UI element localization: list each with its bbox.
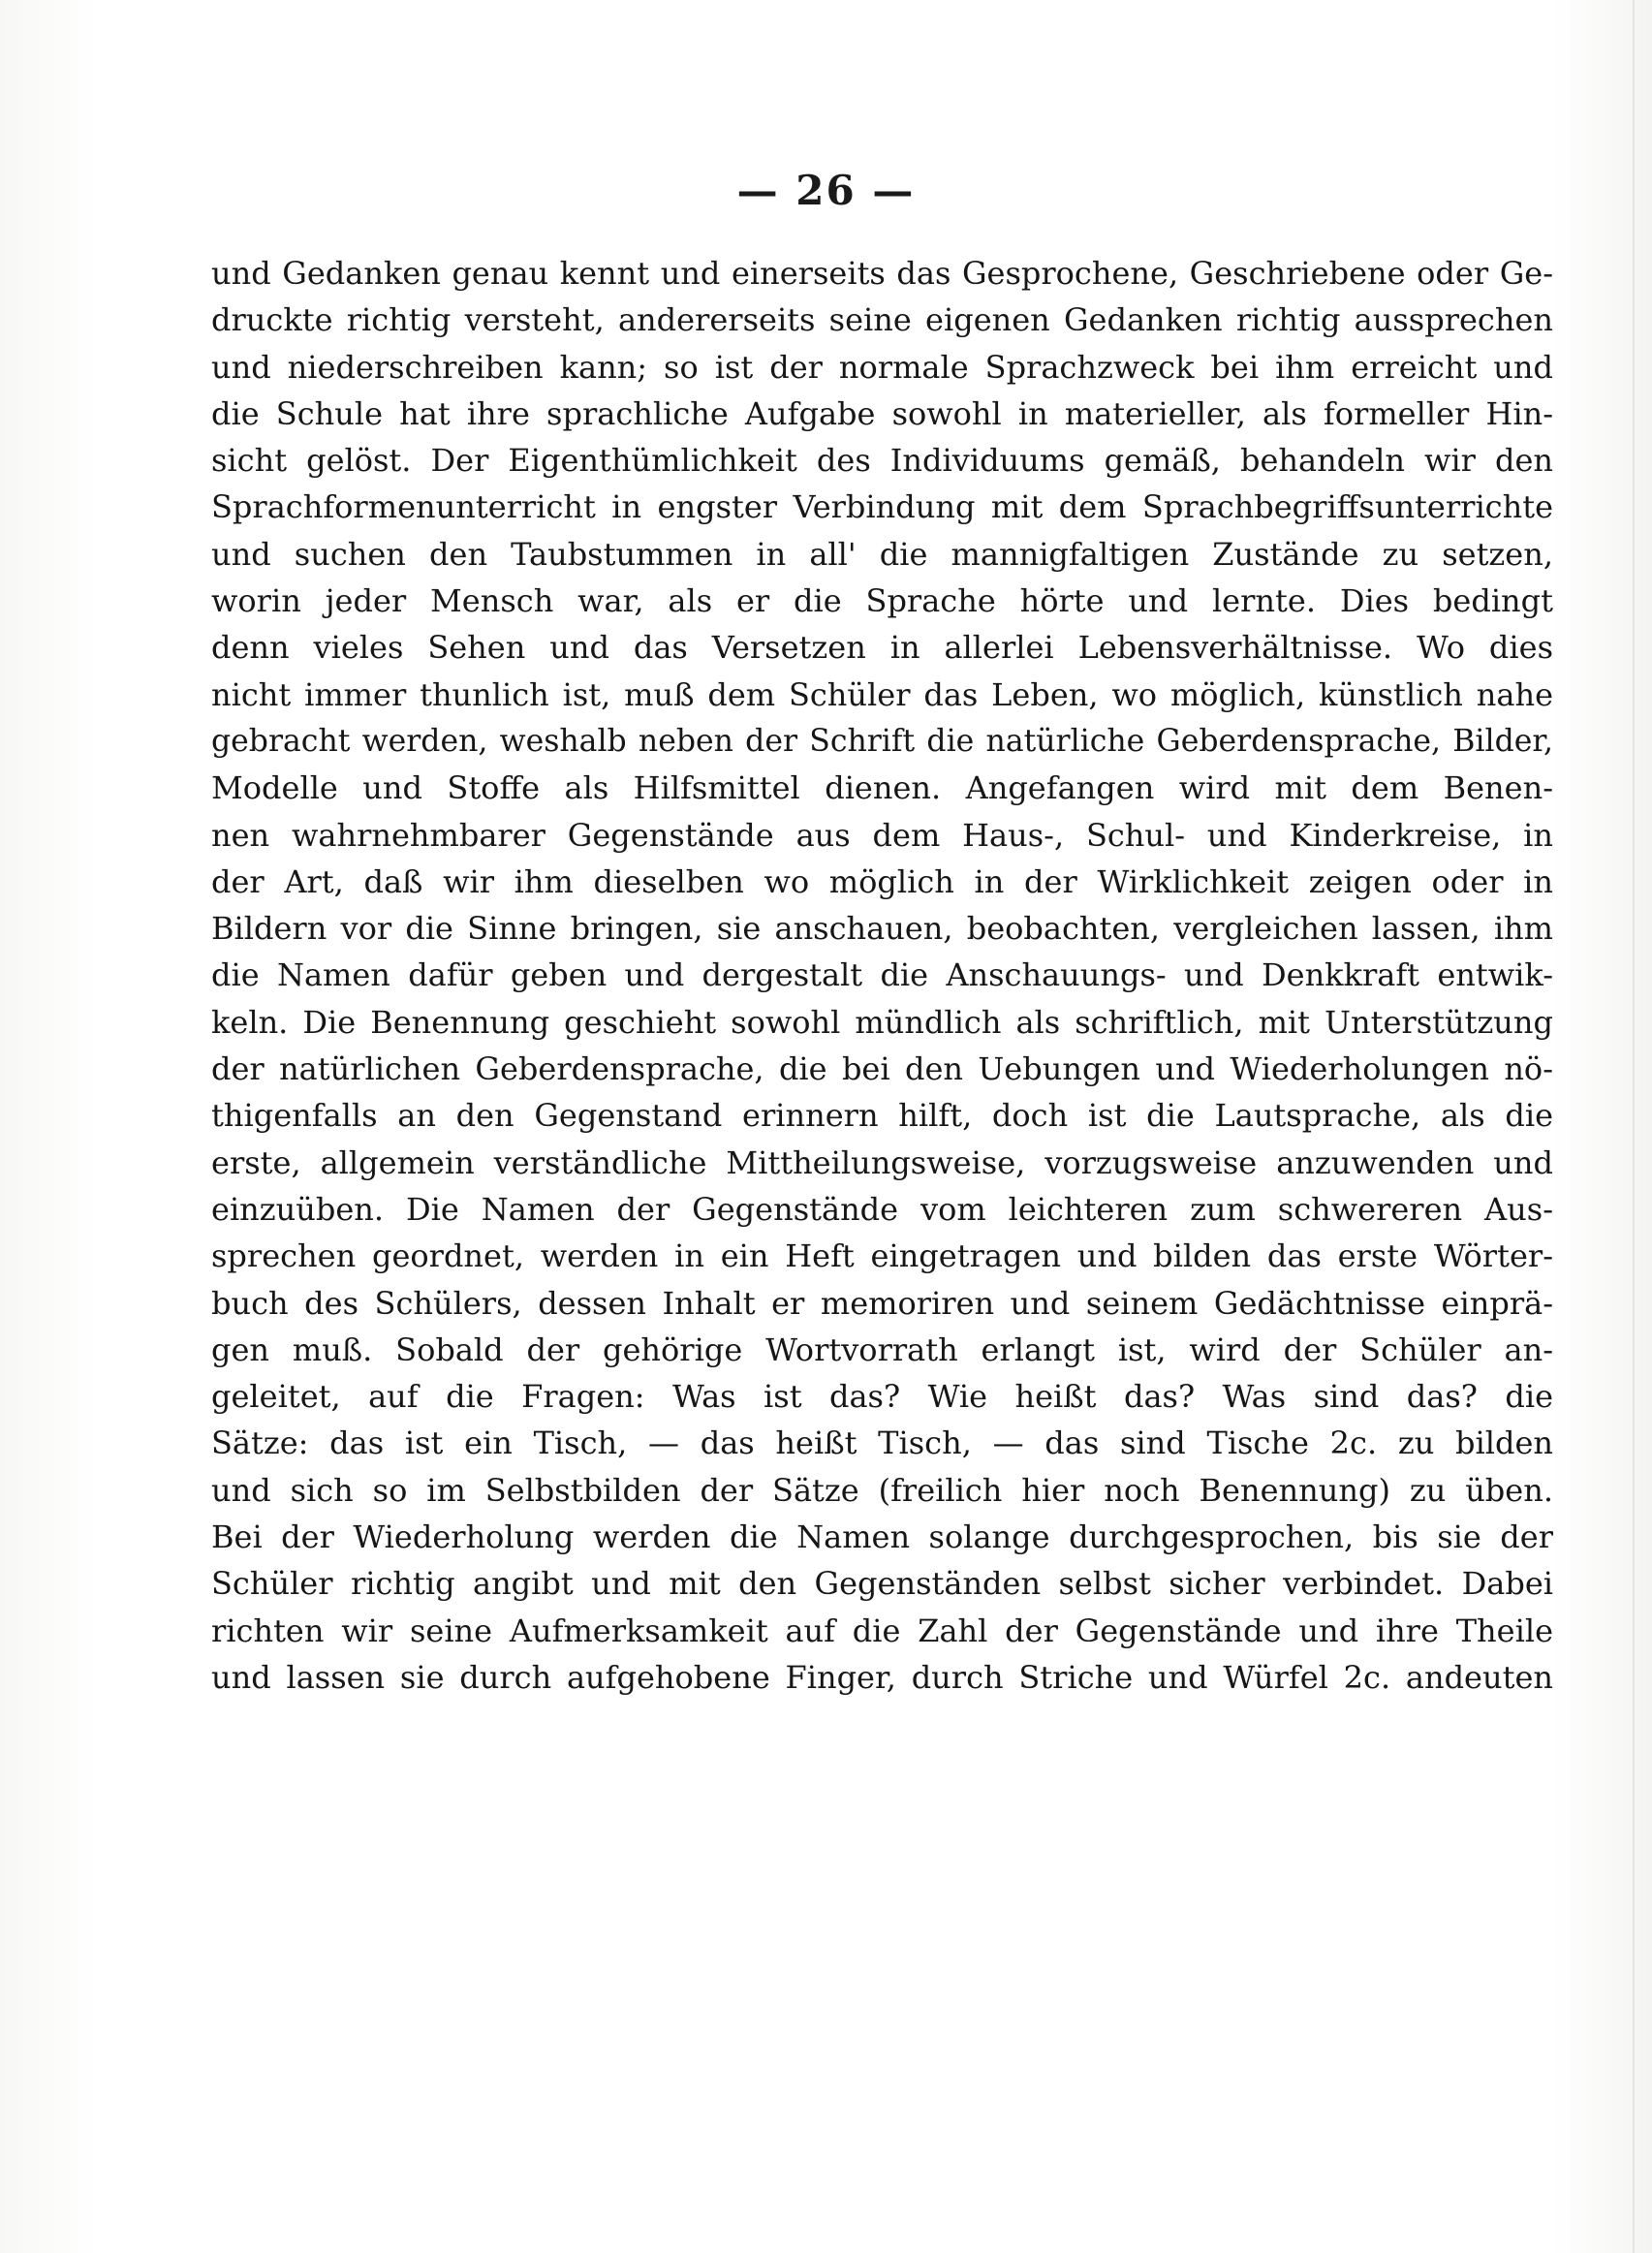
text-line: gen muß. Sobald der gehörige Wortvorrath erlangt ist, wird der Schüler an- bbox=[211, 1330, 1553, 1368]
text-line: Modelle und Stoffe als Hilfsmittel dienen. Angefangen wird mit dem Benen- bbox=[211, 769, 1553, 807]
text-line: der natürlichen Geberdensprache, die bei den Uebungen und Wiederholungen nö- bbox=[211, 1050, 1553, 1088]
text-line: Bei der Wiederholung werden die Namen solange durchgesprochen, bis sie der bbox=[211, 1518, 1553, 1556]
text-line: sicht gelöst. Der Eigenthümlichkeit des Individuums gemäß, behandeln wir den bbox=[211, 442, 1553, 480]
text-line: sprechen geordnet, werden in ein Heft eingetragen und bilden das erste Wörter- bbox=[211, 1237, 1553, 1275]
text-line: keln. Die Benennung geschieht sowohl mündlich als schriftlich, mit Unterstützung bbox=[211, 1003, 1553, 1041]
text-line: einzuüben. Die Namen der Gegenstände vom leichteren zum schwereren Aus- bbox=[211, 1190, 1553, 1228]
text-line: nicht immer thunlich ist, muß dem Schüler das Leben, wo möglich, künstlich nahe bbox=[211, 675, 1553, 713]
text-line: thigenfalls an den Gegenstand erinnern hilft, doch ist die Lautsprache, als die bbox=[211, 1097, 1553, 1135]
text-line: worin jeder Mensch war, als er die Sprache hörte und lernte. Dies bedingt bbox=[211, 582, 1553, 620]
text-line: Schüler richtig angibt und mit den Gegenständen selbst sicher verbindet. Dabei bbox=[211, 1565, 1553, 1603]
text-line: und niederschreiben kann; so ist der normale Sprachzweck bei ihm erreicht und bbox=[211, 348, 1553, 386]
page-number: — 26 — bbox=[736, 167, 916, 214]
text-line: nen wahrnehmbarer Gegenstände aus dem Haus-, Schul- und Kinderkreise, in bbox=[211, 816, 1553, 854]
body-text bbox=[211, 250, 1553, 1701]
text-line: richten wir seine Aufmerksamkeit auf die Zahl der Gegenstände und ihre Theile bbox=[211, 1612, 1553, 1649]
text-line: und lassen sie durch aufgehobene Finger, durch Striche und Würfel 2c. andeuten bbox=[211, 1658, 1553, 1696]
text-line: buch des Schülers, dessen Inhalt er memoriren und seinem Gedächtnisse einprä- bbox=[211, 1284, 1553, 1322]
text-line: gebracht werden, weshalb neben der Schrift die natürliche Geberdensprache, Bilder, bbox=[211, 723, 1553, 759]
text-line: die Schule hat ihre sprachliche Aufgabe sowohl in materieller, als formeller Hin- bbox=[211, 394, 1553, 432]
text-line: druckte richtig versteht, andererseits seine eigenen Gedanken richtig aussprechen bbox=[211, 301, 1553, 339]
text-line: Bildern vor die Sinne bringen, sie anschauen, beobachten, vergleichen lassen, ihm bbox=[211, 910, 1553, 948]
text-line: und suchen den Taubstummen in all' die mannigfaltigen Zustände zu setzen, bbox=[211, 535, 1553, 573]
page-edge-shadow bbox=[1633, 0, 1635, 2253]
text-line: geleitet, auf die Fragen: Was ist das? Wie heißt das? Was sind das? die bbox=[211, 1378, 1553, 1416]
text-line: Sätze: das ist ein Tisch, — das heißt Tisch, — das sind Tische 2c. zu bilden bbox=[211, 1424, 1553, 1462]
text-line: erste, allgemein verständliche Mittheilungsweise, vorzugsweise anzuwenden und bbox=[211, 1143, 1553, 1181]
text-line: der Art, daß wir ihm dieselben wo möglich in der Wirklichkeit zeigen oder in bbox=[211, 862, 1553, 900]
text-line: und sich so im Selbstbilden der Sätze (freilich hier noch Benennung) zu üben. bbox=[211, 1471, 1553, 1509]
text-line: die Namen dafür geben und dergestalt die Anschauungs- und Denkkraft entwik- bbox=[211, 956, 1553, 994]
text-line: Sprachformenunterricht in engster Verbindung mit dem Sprachbegriffsunterrichte bbox=[211, 488, 1553, 526]
text-line: denn vieles Sehen und das Versetzen in allerlei Lebensverhältnisse. Wo dies bbox=[211, 629, 1553, 667]
text-line: und Gedanken genau kennt und einerseits das Gesprochene, Geschriebene oder Ge- bbox=[211, 255, 1553, 292]
